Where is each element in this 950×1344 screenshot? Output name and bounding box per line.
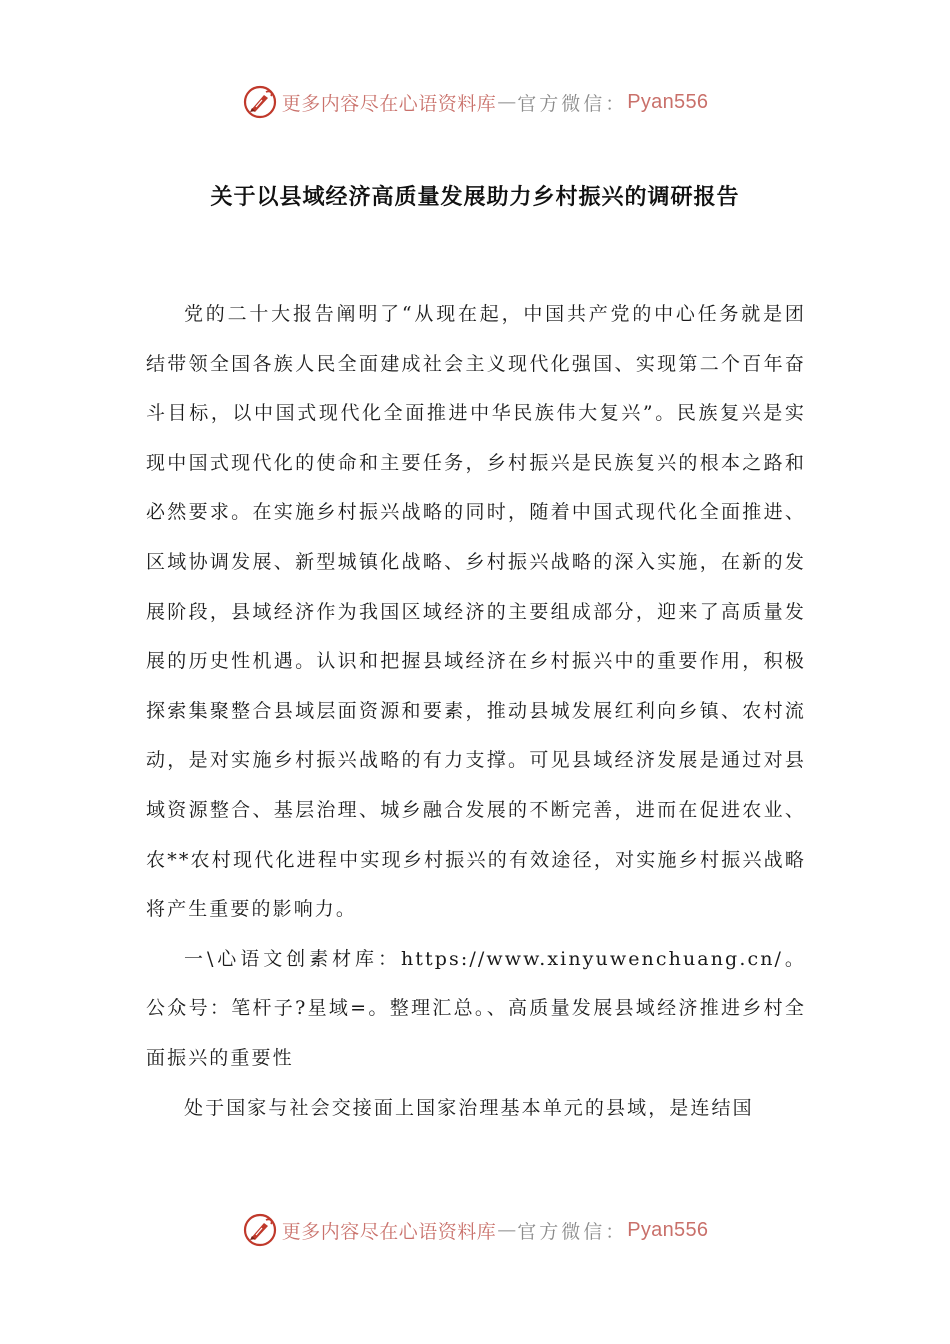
pen-nib-logo-icon xyxy=(242,1212,278,1248)
watermark-content xyxy=(242,84,709,120)
document-body xyxy=(146,290,806,1133)
paragraph-1: 党的二十大报告阐明了“从现在起，中国共产党的中心任务就是团结带领全国各族人民全面建成社会主义现代化强国、实现第二个百年奋斗目标，以中国式现代化全面推进中华民族伟大复兴”。民族复兴是实现中国式现代化的使命和主要任务，乡村振兴是民族复兴的根本之路和必然要求。在实施乡村振兴战略的同时，随着中国式现代化全面推进、区域协调发展、新型城镇化战略、乡村振兴战略的深入实施，在新的发展阶段，县域经济作为我国区域经济的主要组成部分，迎来了高质量发展的历史性机遇。认识和把握县域经济在乡村振兴中的重要作用，积极探索集聚整合县域层面资源和要素，推动县城发展红利向乡镇、农村流动，是对实施乡村振兴战略的有力支撑。可见县域经济发展是通过对县域资源整合、基层治理、城乡融合发展的不断完善，进而在促进农业、农**农村现代化进程中实现乡村振兴的有效途径，对实施乡村振兴战略将产生重要的影响力。 xyxy=(146,303,806,921)
watermark-site-text: 更多内容尽在心语资料库 xyxy=(281,92,497,115)
paragraph-2: 一\心语文创素材库：https://www.xinyuwenchuang.cn/。公众号：笔杆子?星域=。整理汇总。、高质量发展县域经济推进乡村全面振兴的重要性 xyxy=(146,947,806,1069)
watermark-wechat-id: Pyan556 xyxy=(627,90,709,113)
watermark-wechat-label: 官方微信： xyxy=(517,1220,628,1243)
watermark-site-text: 更多内容尽在心语资料库 xyxy=(281,1220,497,1243)
header-watermark xyxy=(0,80,950,124)
watermark-dash: — xyxy=(497,1219,517,1241)
watermark-wechat-id: Pyan556 xyxy=(627,1218,709,1241)
paragraph-3: 处于国家与社会交接面上国家治理基本单元的县域，是连结国 xyxy=(184,1096,754,1119)
watermark-content xyxy=(242,1212,709,1248)
watermark-wechat-label: 官方微信： xyxy=(517,92,628,115)
footer-watermark xyxy=(0,1208,950,1252)
pen-nib-logo-icon xyxy=(242,84,278,120)
document-title: 关于以县域经济高质量发展助力乡村振兴的调研报告 xyxy=(210,185,740,210)
watermark-dash: — xyxy=(497,91,517,113)
